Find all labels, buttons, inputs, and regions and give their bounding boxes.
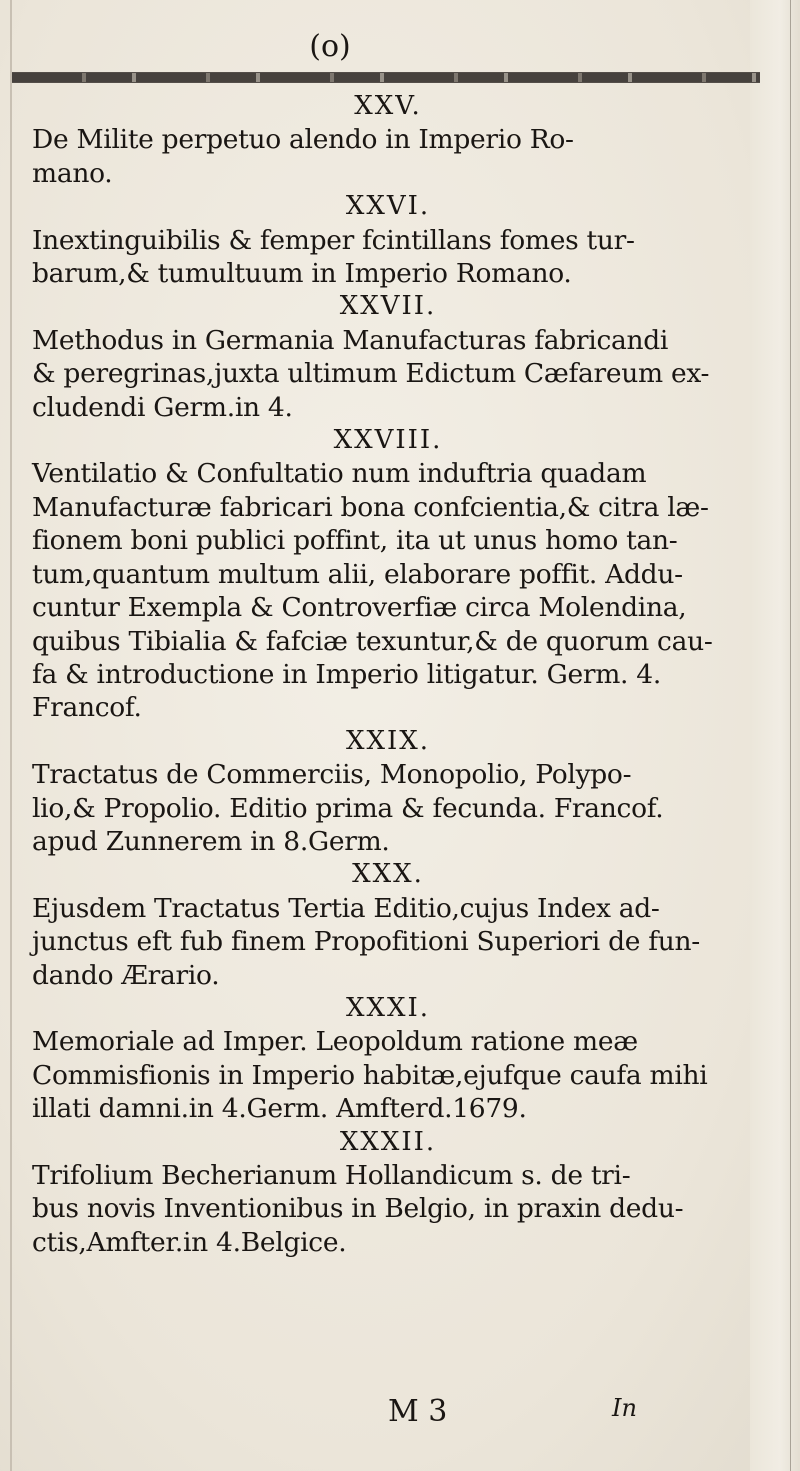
text-line: Methodus in Germania Manufacturas fabricandi [32,324,669,356]
text-line: junctus eft fub finem Propofitioni Superiori de fun- [32,926,700,958]
text-line: quibus Tibialia & fafciæ texuntur,& de quorum cau- [32,625,713,657]
page-right-edge [790,0,791,1471]
entry-text [32,324,744,424]
entry-heading: XXXII. [339,1126,437,1157]
entry-text [32,758,744,858]
text-line: tum,quantum multum alii, elaborare poffit. Addu- [32,558,683,590]
entry-text [32,457,744,724]
text-line: Trifolium Becherianum Hollandicum s. de tri- [32,1160,631,1191]
text-line: bus novis Inventionibus in Belgio, in praxin dedu- [32,1193,684,1225]
text-line: Manufacturæ fabricari bona confcientia,& citra læ- [32,491,709,523]
entry-heading: XXV. [354,91,422,121]
ornamental-rule [12,72,760,83]
entry-text [32,123,744,190]
entry-heading: XXXI. [345,992,431,1023]
text-line: fa & introductione in Imperio litigatur. Germ. 4. [32,658,661,690]
text-line: lio,& Propolio. Editio prima & fecunda. Francof. [32,792,664,824]
page-gutter [750,0,800,1471]
entry-heading: XXVII. [339,291,437,322]
text-line: Ventilatio & Confultatio num induftria quadam [32,458,647,490]
text-line: fionem boni publici poffint, ita ut unus homo tan- [32,525,678,557]
text-line: apud Zunnerem in 8.Germ. [32,825,390,857]
entry-text [32,1159,744,1259]
text-line: cuntur Exempla & Controverfiæ circa Molendina, [32,592,687,624]
text-line: Ejusdem Tractatus Tertia Editio,cujus Index ad- [32,892,660,924]
text-line: illati damni.in 4.Germ. Amfterd.1679. [32,1093,527,1125]
signature-mark: M 3 [388,1394,448,1429]
page-number: (o) [309,29,351,64]
text-line: cludendi Germ.in 4. [32,391,293,423]
text-line: Memoriale ad Imper. Leopoldum ratione meæ [32,1026,638,1058]
text-line: De Milite perpetuo alendo in Imperio Ro- [32,124,574,156]
text-line: dando Ærario. [32,959,220,991]
entry-heading: XXX. [352,859,424,890]
text-line: Francof. [32,692,142,724]
entry-text [32,224,744,291]
text-line: mano. [32,157,113,189]
text-line: Commisfionis in Imperio habitæ,ejufque caufa mihi [32,1059,708,1091]
text-line: & peregrinas,juxta ultimum Edictum Cæfareum ex- [32,358,710,390]
entry-text [32,892,744,992]
text-line: Inextinguibilis & femper fcintillans fomes tur- [32,224,635,256]
catchword: In [612,1394,637,1422]
entry-heading: XXVI. [345,191,431,222]
page-footer [0,1394,800,1434]
entry-heading: XXVIII. [333,425,443,456]
entry-text [32,1025,744,1125]
catalogue-text [32,90,744,1259]
text-line: Tractatus de Commerciis, Monopolio, Polypo- [32,759,632,791]
text-line: ctis,Amfter.in 4.Belgice. [32,1226,347,1258]
text-line: barum,& tumultuum in Imperio Romano. [32,258,572,290]
page-left-edge [10,0,12,1471]
entry-heading: XXIX. [345,725,431,756]
